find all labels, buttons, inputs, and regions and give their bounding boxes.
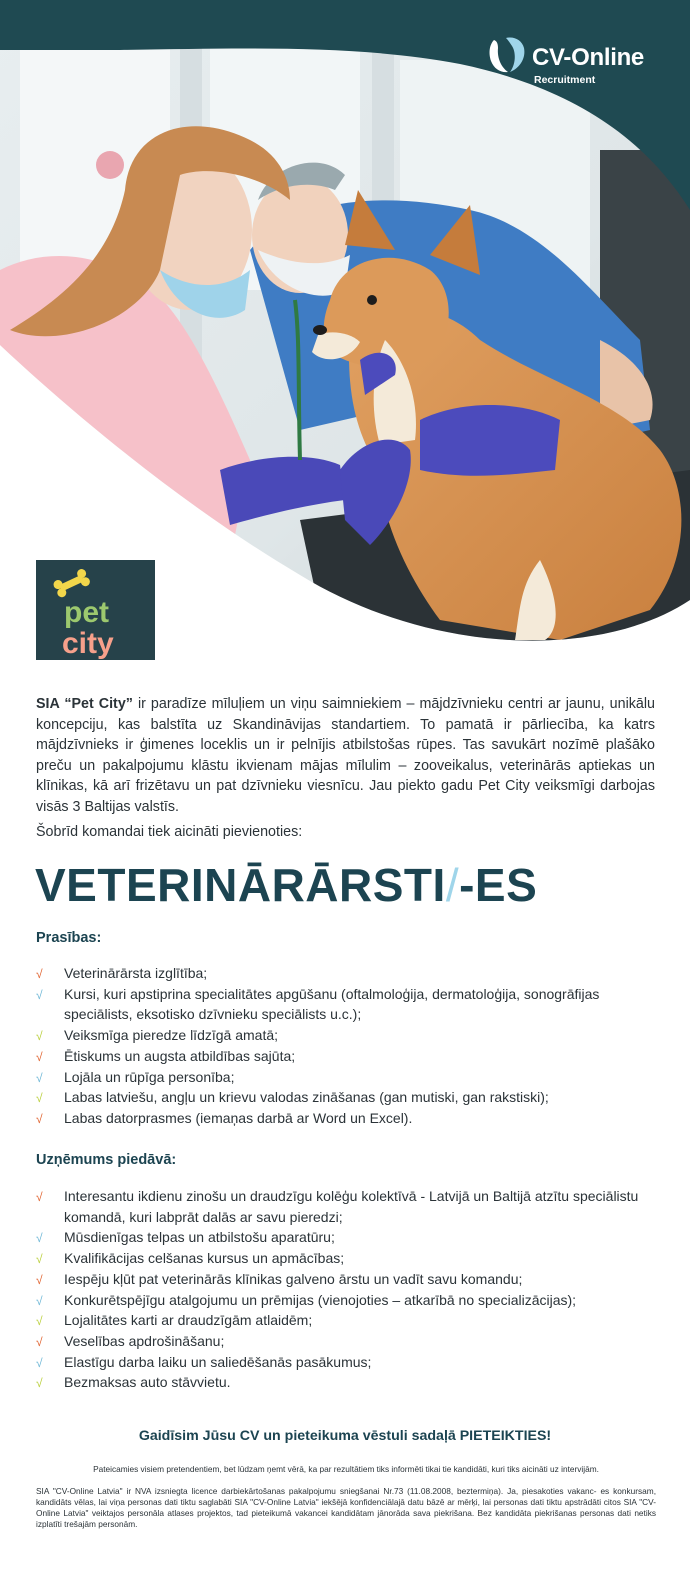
check-icon: √ [36,1334,43,1349]
requirements-item-text: Ētiskums un augsta atbildības sajūta; [64,1047,296,1064]
job-title [35,856,537,914]
offer-item [36,1248,656,1269]
offer-item-text: Iespēju kļūt pat veterinārās klīnikas galveno ārstu un vadīt savu komandu; [64,1270,523,1287]
pet-city-logo-line2: city [62,627,114,660]
offer-item [36,1352,656,1373]
offer-item [36,1186,656,1227]
requirements-item-text: Kursi, kuri apstiprina specialitātes apgūšanu (oftalmoloģija, dermatoloģija, sonogrāfijas speciālists, eksotisko dzīvnieku speciālists u.c.); [64,985,600,1023]
hero-banner [0,0,690,660]
job-title-slash: / [445,859,460,911]
requirements-item [36,1067,656,1088]
requirements-item-text: Veterinārārsta izglītība; [64,965,208,981]
offer-list [36,1186,656,1393]
offer-item-text: Konkurētspējīgu atalgojumu un prēmijas (vienojoties – atkarībā no specializācijas); [64,1291,577,1308]
privacy-notice: SIA "CV-Online Latvia" ir NVA izsniegta licence darbiekārtošanas pakalpojumu sniegšanai Nr.73 (11.08.2008, beztermiņa). Ja, piesakoties vakanc- es konkursam, kandidāts vēlas, lai viņa personas dati tiktu saglabāti SIA "CV-Online Latvia" iekšējā konfidenciālajā datu bāzē ar mērķi, lai personas dati tiktu apstrādāti citos SIA "CV-Online Latvia" veiktajos personāla atlases projektos, tad pieteikumā vakancei kandidātam jānorāda sava piekrišana. Bez kandidāta piekrišanas personas dati netiks izplatīti trešajām personām. [36,1486,656,1529]
requirements-item-text: Lojāla un rūpīga personība; [64,1068,235,1085]
cv-online-logo [488,34,668,90]
check-icon: √ [36,967,43,981]
check-icon: √ [36,987,43,1002]
check-icon: √ [36,1293,43,1308]
company-description: ir paradīze mīluļiem un viņu saimniekiem – mājdzīvnieku centri ar jaunu, unikālu koncepciju, kas balstīta uz Skandināvijas standartiem. To pamatā ir pārliecība, ka katrs mājdzīvnieks ir ģimenes loceklis un ir pelnījis atbilstošas rūpes. Tas savukārt nozīmē plašāko preču un pakalpojumu klāstu ikvienam mājas mīlulim – zooveikalus, veterinārās aptiekas un klīnikas, kā arī frizētavu un pat dzīvnieku viesnīcu. Jau piekto gadu Pet City veiksmīgi darbojas visās 3 Baltijas valstīs. [36,696,655,815]
offer-item [36,1227,656,1248]
requirements-item-text: Labas datorprasmes (iemaņas darbā ar Word un Excel). [64,1109,413,1126]
invite-text: Šobrīd komandai tiek aicināti pievienoties: [36,824,303,840]
check-icon: √ [36,1355,43,1370]
apply-call-to-action: Gaidīsim Jūsu CV un pieteikuma vēstuli sadaļā PIETEIKTIES! [138,1428,552,1444]
check-icon: √ [36,1049,43,1064]
check-icon: √ [36,1111,43,1126]
requirements-heading: Prasības: [36,930,102,946]
requirements-item [36,1108,656,1129]
check-icon: √ [36,1029,43,1044]
offer-item-text: Kvalifikācijas celšanas kursus un apmācības; [64,1250,345,1267]
requirements-item [36,1087,656,1108]
offer-item [36,1269,656,1290]
brand-name: CV-Online [532,44,644,71]
pet-city-logo-line1: pet [64,596,109,629]
pet-city-logo-graphic [36,560,155,660]
requirements-item-text: Veiksmīga pieredze līdzīgā amatā; [64,1027,279,1044]
offer-item-text: Elastīgu darba laiku un saliedēšanās pasākumus; [64,1353,372,1370]
check-icon: √ [36,1190,43,1204]
offer-item-text: Mūsdienīgas telpas un atbilstošu aparatūru; [64,1229,335,1246]
candidate-notice: Pateicamies visiem pretendentiem, bet lūdzam ņemt vērā, ka par rezultātiem tiks informēti tikai tie kandidāti, kuri tiks aicināti uz intervijām. [93,1464,599,1474]
check-icon: √ [36,1231,43,1246]
check-icon: √ [36,1314,43,1329]
check-icon: √ [36,1091,43,1106]
job-title-suffix: -ES [459,859,538,911]
check-icon: √ [36,1252,43,1267]
company-name: SIA “Pet City” [36,696,133,712]
company-intro [36,694,655,818]
offer-item [36,1290,656,1311]
requirements-item [36,1046,656,1067]
check-icon: √ [36,1070,43,1085]
requirements-item-text: Labas latviešu, angļu un krievu valodas zināšanas (gan mutiski, gan rakstiski); [64,1089,549,1106]
cv-online-logo-icon [488,34,528,74]
requirements-item [36,963,656,984]
job-title-main: VETERINĀRĀRSTI [35,859,446,911]
offer-item [36,1310,656,1331]
requirements-item [36,1025,656,1046]
pet-city-logo [36,560,155,660]
check-icon: √ [36,1272,43,1287]
offer-item [36,1331,656,1352]
requirements-item [36,984,656,1025]
check-icon: √ [36,1376,43,1391]
offer-item-text: Bezmaksas auto stāvvietu. [64,1374,231,1391]
offer-heading: Uzņēmums piedāvā: [36,1152,177,1168]
offer-item-text: Interesantu ikdienu zinošu un draudzīgu kolēģu kolektīvā - Latvijā un Baltijā atzītu speciālistu komandā, kuri labprāt dalās ar savu pieredzi; [64,1188,639,1225]
offer-item-text: Lojalitātes karti ar draudzīgām atlaidēm; [64,1312,313,1329]
offer-item-text: Veselības apdrošināšanu; [64,1332,225,1349]
brand-subtitle: Recruitment [534,74,596,86]
requirements-list [36,963,656,1129]
offer-item [36,1372,656,1393]
